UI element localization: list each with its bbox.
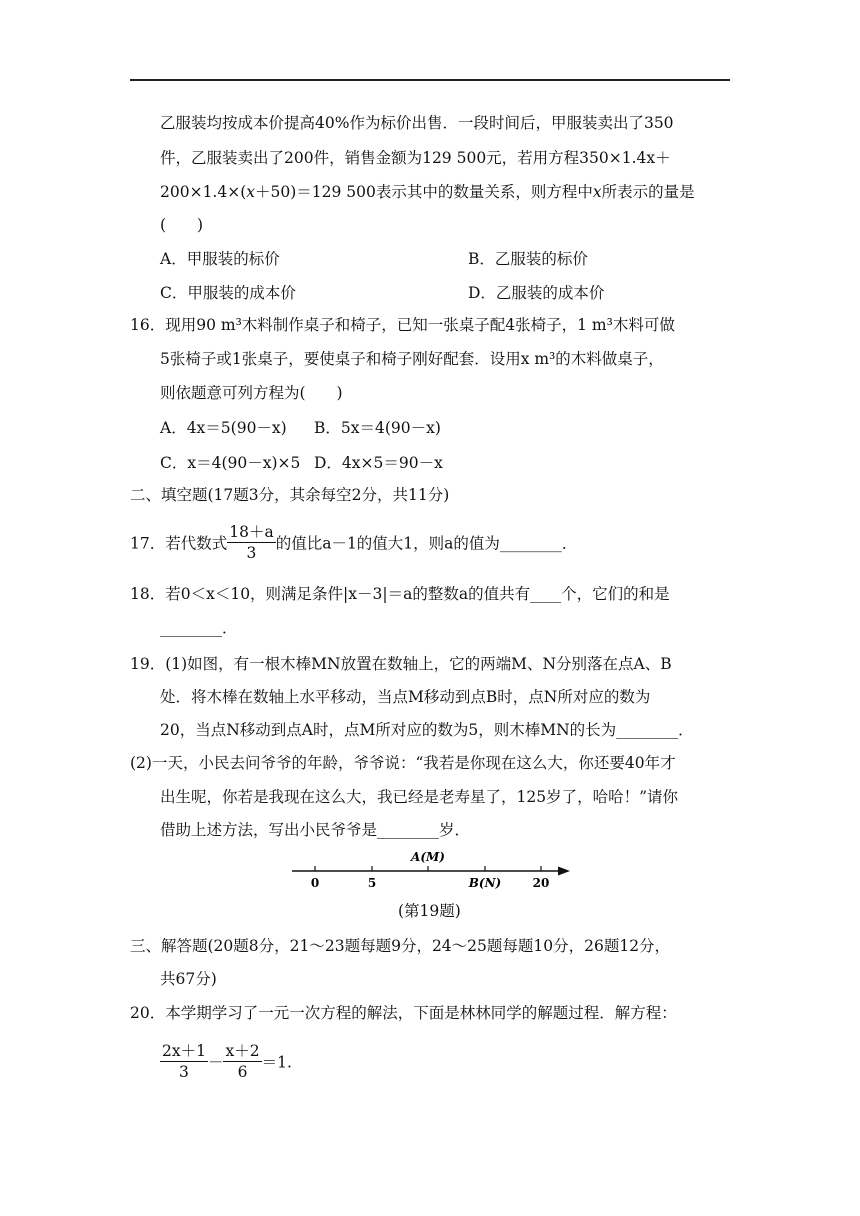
q15-option-b: B．乙服装的标价 bbox=[468, 250, 588, 268]
q15-line-3 bbox=[160, 181, 695, 203]
label-b-n: B(N) bbox=[468, 876, 502, 890]
q15-line-1: 乙服装均按成本价提高40%作为标价出售．一段时间后，甲服装卖出了350 bbox=[160, 114, 674, 132]
q17-fraction-denominator: 3 bbox=[246, 544, 257, 562]
q15-variable-x: x bbox=[246, 183, 256, 201]
q20-minus: － bbox=[207, 1053, 224, 1072]
header-rule bbox=[130, 79, 730, 81]
q15-variable-x-2: x bbox=[592, 183, 602, 201]
q20-rhs: ＝1. bbox=[261, 1053, 292, 1072]
q19-line-3: 20，当点N移动到点A时，点M所对应的数为5，则木棒MN的长为________． bbox=[160, 721, 694, 739]
q15-answer-paren: ( ) bbox=[160, 216, 204, 234]
figure-caption: (第19题) bbox=[398, 902, 461, 920]
label-a-m: A(M) bbox=[411, 850, 445, 864]
number-line-figure bbox=[280, 842, 580, 892]
q16-line-1: 16．现用90 m³木料制作桌子和椅子，已知一张桌子配4张椅子，1 m³木料可做 bbox=[130, 316, 675, 334]
q16-option-c: C．x＝4(90－x)×5 bbox=[160, 454, 301, 472]
q20-fraction-1 bbox=[160, 1041, 208, 1082]
q16-option-d: D．4x×5＝90－x bbox=[314, 454, 443, 472]
label-0: 0 bbox=[310, 876, 320, 890]
q20-fraction-2-denominator: 6 bbox=[237, 1063, 248, 1081]
q20-line-1: 20．本学期学习了一元一次方程的解法，下面是林林同学的解题过程．解方程： bbox=[130, 1004, 677, 1022]
q16-line-2: 5张椅子或1张桌子，要使桌子和椅子刚好配套．设用x m³的木料做桌子， bbox=[160, 350, 664, 368]
q20-fraction-1-numerator: 2x＋1 bbox=[162, 1042, 206, 1060]
section-3-heading-line-2: 共67分) bbox=[160, 970, 217, 988]
q20-fraction-2 bbox=[223, 1041, 261, 1082]
q16-line-3: 则依题意可列方程为( ) bbox=[160, 384, 343, 402]
label-20: 20 bbox=[532, 876, 550, 890]
q15-option-d: D．乙服装的成本价 bbox=[468, 284, 605, 302]
q15-line-3-part-b: ＋50)＝129 500表示其中的数量关系，则方程中 bbox=[255, 183, 593, 201]
q19-line-4: (2)一天，小民去问爷爷的年龄，爷爷说：“我若是你现在这么大，你还要40年才 bbox=[130, 754, 676, 772]
q15-line-3-part-c: 所表示的量是 bbox=[601, 183, 695, 201]
q20-equation bbox=[160, 1043, 292, 1084]
section-3-heading-line-1: 三、解答题(20题8分，21～23题每题9分，24～25题每题10分，26题12分， bbox=[130, 937, 671, 955]
q20-fraction-2-numerator: x＋2 bbox=[225, 1042, 260, 1060]
q16-option-b: B．5x＝4(90－x) bbox=[314, 419, 441, 437]
q17-line bbox=[130, 524, 577, 565]
q19-line-1: 19．(1)如图，有一根木棒MN放置在数轴上，它的两端M、N分别落在点A、B bbox=[130, 655, 672, 673]
q19-line-6: 借助上述方法，写出小民爷爷是________岁． bbox=[160, 821, 471, 839]
q15-line-2: 件，乙服装卖出了200件，销售金额为129 500元，若用方程350×1.4x＋ bbox=[160, 149, 671, 167]
q15-option-c: C．甲服装的成本价 bbox=[160, 284, 296, 302]
q17-fraction bbox=[227, 522, 275, 563]
q17-fraction-numerator: 18＋a bbox=[229, 523, 274, 541]
number-line-arrow bbox=[558, 867, 570, 876]
q16-option-a: A．4x＝5(90－x) bbox=[160, 419, 287, 437]
q20-fraction-1-denominator: 3 bbox=[179, 1063, 189, 1081]
q17-prefix: 17．若代数式 bbox=[130, 534, 228, 553]
q18-line-2: ________． bbox=[160, 619, 238, 637]
q15-line-3-part-a: 200×1.4×( bbox=[160, 183, 247, 201]
q15-option-a: A．甲服装的标价 bbox=[160, 250, 280, 268]
label-5: 5 bbox=[367, 876, 377, 890]
q17-suffix: 的值比a－1的值大1，则a的值为________． bbox=[275, 534, 578, 553]
q19-line-2: 处．将木棒在数轴上水平移动，当点M移动到点B时，点N所对应的数为 bbox=[160, 688, 651, 706]
q18-line-1: 18．若0＜x＜10，则满足条件|x－3|＝a的整数a的值共有____个，它们的和是 bbox=[130, 585, 670, 603]
q19-line-5: 出生呢，你若是我现在这么大，我已经是老寿星了，125岁了，哈哈！”请你 bbox=[160, 788, 679, 806]
section-2-heading: 二、填空题(17题3分，其余每空2分，共11分) bbox=[130, 486, 450, 504]
